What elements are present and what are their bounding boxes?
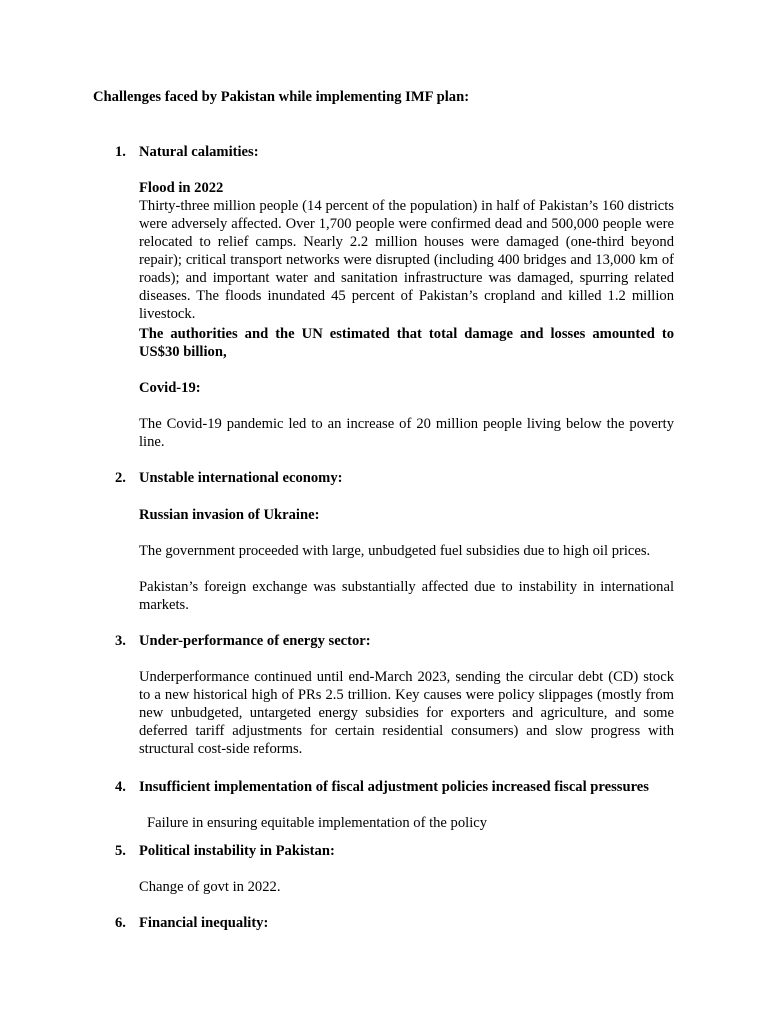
section-6-number: 6. <box>115 915 126 931</box>
page-title: Challenges faced by Pakistan while implementing IMF plan: <box>93 89 470 105</box>
covid-paragraph: The Covid-19 pandemic led to an increase of 20 million people living below the poverty line. <box>139 416 674 450</box>
section-4-heading: Insufficient implementation of fiscal adjustment policies increased fiscal pressures <box>139 779 649 795</box>
section-2-number: 2. <box>115 470 126 486</box>
energy-sector-paragraph: Underperformance continued until end-March 2023, sending the circular debt (CD) stock to a new historical high of PRs 2.5 trillion. Key causes were policy slippages (mostly from new unbudgeted, untargeted energy subsidies for exporters and agriculture, and some deferred tariff adjustments for certain residential consumers) and slow progress with structural cost-side reforms. <box>139 669 674 757</box>
foreign-exchange-paragraph: Pakistan’s foreign exchange was substantially affected due to instability in international markets. <box>139 579 674 613</box>
section-4-number: 4. <box>115 779 126 795</box>
section-3-heading: Under-performance of energy sector: <box>139 633 371 649</box>
section-5-heading: Political instability in Pakistan: <box>139 843 335 859</box>
section-5-body: Change of govt in 2022. <box>139 879 281 895</box>
flood-2022-heading: Flood in 2022 <box>139 180 224 196</box>
section-3-number: 3. <box>115 633 126 649</box>
ukraine-heading: Russian invasion of Ukraine: <box>139 507 320 523</box>
section-6-heading: Financial inequality: <box>139 915 269 931</box>
section-2-heading: Unstable international economy: <box>139 470 343 486</box>
section-1-heading: Natural calamities: <box>139 144 259 160</box>
flood-2022-paragraph: Thirty-three million people (14 percent of the population) in half of Pakistan’s 160 districts were adversely affected. Over 1,700 people were confirmed dead and 500,000 people were relocated to relief camps. Nearly 2.2 million houses were damaged (one-third beyond repair); critical transport networks were disrupted (including 400 bridges and 13,000 km of roads); and important water and sanitation infrastructure was damaged, spurring related diseases. The floods inundated 45 percent of Pakistan’s cropland and killed 1.2 million livestock. <box>139 198 674 322</box>
damage-estimate-note: The authorities and the UN estimated that total damage and losses amounted to US$30 billion, <box>139 326 674 360</box>
fuel-subsidies-paragraph: The government proceeded with large, unbudgeted fuel subsidies due to high oil prices. <box>139 543 651 559</box>
section-4-body: Failure in ensuring equitable implementation of the policy <box>147 815 488 831</box>
section-1-number: 1. <box>115 144 126 160</box>
covid-heading: Covid-19: <box>139 380 201 396</box>
section-5-number: 5. <box>115 843 126 859</box>
